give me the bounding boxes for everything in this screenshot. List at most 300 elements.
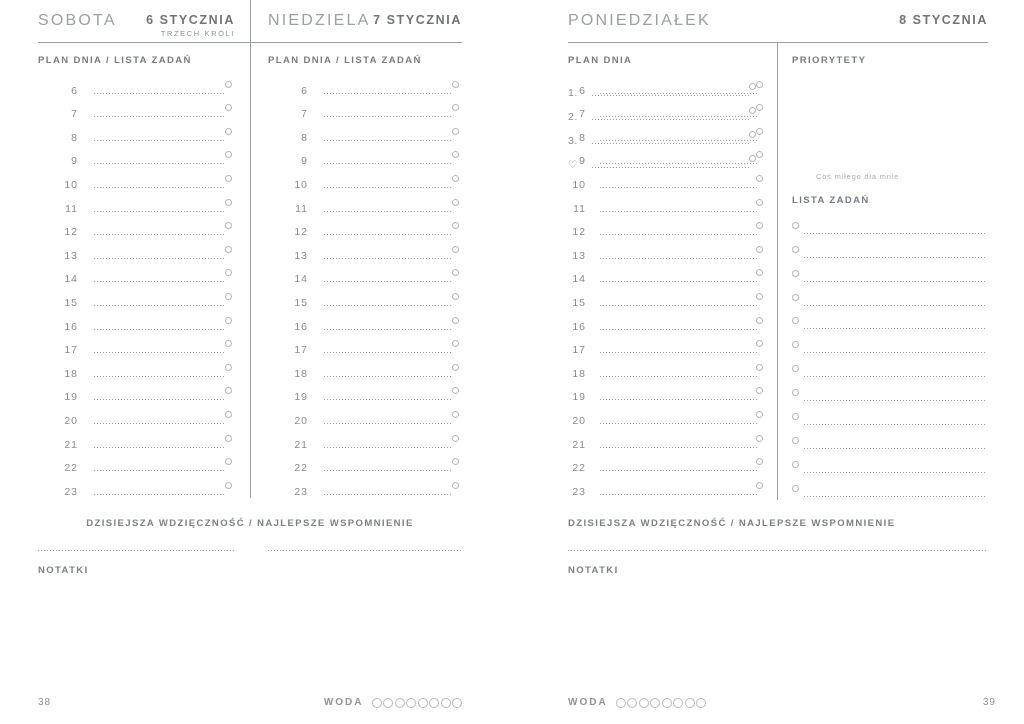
gratitude-line-sunday bbox=[268, 550, 462, 551]
hour-writing-line bbox=[600, 447, 758, 448]
hour-row bbox=[38, 381, 235, 405]
hour-writing-line bbox=[600, 352, 758, 353]
hour-row bbox=[268, 452, 462, 476]
hour-writing-line bbox=[94, 163, 225, 164]
hour-label: 22 bbox=[294, 462, 308, 475]
hour-checkbox-circle bbox=[452, 411, 459, 418]
hour-writing-line bbox=[94, 258, 225, 259]
gratitude-line-monday bbox=[568, 550, 988, 551]
hour-writing-line bbox=[94, 470, 225, 471]
right-page bbox=[568, 0, 996, 724]
hour-checkbox-circle bbox=[756, 317, 763, 324]
hour-writing-line bbox=[324, 305, 452, 306]
priority-checkbox-circle bbox=[749, 155, 756, 162]
hour-checkbox-circle bbox=[225, 435, 232, 442]
hour-writing-line bbox=[324, 234, 452, 235]
hour-writing-line bbox=[600, 281, 758, 282]
hour-checkbox-circle bbox=[225, 81, 232, 88]
task-writing-line bbox=[804, 472, 987, 473]
hour-row bbox=[38, 357, 235, 381]
hour-row bbox=[38, 121, 235, 145]
priority-row bbox=[568, 124, 764, 148]
task-writing-line bbox=[804, 233, 987, 234]
hour-label: 8 bbox=[301, 131, 308, 144]
hour-row bbox=[268, 310, 462, 334]
hour-row bbox=[268, 145, 462, 169]
task-list-header: LISTA ZADAŃ bbox=[792, 195, 870, 206]
hour-checkbox-circle bbox=[452, 458, 459, 465]
hour-row bbox=[268, 263, 462, 287]
hour-writing-line bbox=[324, 116, 452, 117]
hour-writing-line bbox=[600, 376, 758, 377]
hour-writing-line bbox=[600, 329, 758, 330]
hour-label: 13 bbox=[64, 249, 78, 262]
hour-label: 10 bbox=[572, 178, 586, 191]
task-checkbox-circle bbox=[792, 437, 799, 444]
hour-label: 19 bbox=[64, 391, 78, 404]
hour-row bbox=[268, 381, 462, 405]
hour-checkbox-circle bbox=[225, 458, 232, 465]
hour-checkbox-circle bbox=[756, 364, 763, 371]
task-row bbox=[792, 331, 988, 355]
hour-label: 22 bbox=[572, 462, 586, 475]
hour-writing-line bbox=[94, 352, 225, 353]
hour-label: 6 bbox=[579, 84, 586, 97]
priority-label: ♡ bbox=[568, 159, 578, 171]
hour-label: 17 bbox=[64, 344, 78, 357]
hour-writing-line bbox=[600, 234, 758, 235]
hour-row bbox=[568, 334, 765, 358]
hour-row bbox=[38, 310, 235, 334]
task-row bbox=[792, 260, 988, 284]
task-row bbox=[792, 308, 988, 332]
hour-writing-line bbox=[324, 187, 452, 188]
hour-label: 13 bbox=[294, 249, 308, 262]
hour-label: 16 bbox=[572, 320, 586, 333]
hour-writing-line bbox=[94, 329, 225, 330]
hour-row bbox=[38, 428, 235, 452]
task-writing-line bbox=[804, 400, 987, 401]
hour-label: 9 bbox=[579, 155, 586, 168]
hour-row bbox=[568, 263, 765, 287]
hour-checkbox-circle bbox=[225, 175, 232, 182]
task-row bbox=[792, 284, 988, 308]
task-writing-line bbox=[804, 328, 987, 329]
water-circle-icon bbox=[639, 698, 649, 708]
water-tracker-circles bbox=[372, 698, 463, 708]
hour-writing-line bbox=[324, 258, 452, 259]
hour-label: 6 bbox=[71, 84, 78, 97]
hour-row bbox=[38, 74, 235, 98]
priority-checkbox-circle bbox=[749, 107, 756, 114]
hour-writing-line bbox=[324, 470, 452, 471]
hour-label: 9 bbox=[71, 155, 78, 168]
hour-writing-line bbox=[94, 281, 225, 282]
task-checkbox-circle bbox=[792, 389, 799, 396]
hour-checkbox-circle bbox=[225, 317, 232, 324]
hour-checkbox-circle bbox=[756, 411, 763, 418]
hour-row bbox=[268, 74, 462, 98]
task-writing-line bbox=[804, 352, 987, 353]
water-circle-icon bbox=[696, 698, 706, 708]
water-circle-icon bbox=[452, 698, 462, 708]
hour-writing-line bbox=[600, 494, 758, 495]
plan-header: PLAN DNIA bbox=[568, 55, 633, 66]
hour-writing-line bbox=[324, 352, 452, 353]
hour-label: 13 bbox=[572, 249, 586, 262]
hour-checkbox-circle bbox=[225, 151, 232, 158]
task-checkbox-circle bbox=[792, 246, 799, 253]
hour-row bbox=[38, 475, 235, 499]
hour-grid-saturday bbox=[38, 74, 235, 499]
water-tracker-circles bbox=[616, 698, 707, 708]
hour-writing-line bbox=[324, 423, 452, 424]
hour-label: 20 bbox=[572, 414, 586, 427]
task-writing-line bbox=[804, 496, 987, 497]
hour-writing-line bbox=[94, 494, 225, 495]
hour-writing-line bbox=[94, 423, 225, 424]
hour-grid-sunday bbox=[268, 74, 462, 499]
section-header-sunday: PLAN DNIA / LISTA ZADAŃ bbox=[268, 55, 422, 66]
hour-row bbox=[568, 286, 765, 310]
hour-checkbox-circle bbox=[452, 199, 459, 206]
hour-checkbox-circle bbox=[756, 482, 763, 489]
hour-row bbox=[568, 216, 765, 240]
hour-checkbox-circle bbox=[452, 128, 459, 135]
task-list bbox=[792, 212, 988, 499]
hour-row bbox=[268, 475, 462, 499]
hour-row bbox=[268, 216, 462, 240]
hour-row bbox=[568, 310, 765, 334]
task-row bbox=[792, 379, 988, 403]
hour-checkbox-circle bbox=[756, 340, 763, 347]
date-block-saturday bbox=[38, 13, 235, 38]
hour-label: 12 bbox=[294, 226, 308, 239]
hour-row bbox=[568, 428, 765, 452]
hour-writing-line bbox=[324, 163, 452, 164]
hour-checkbox-circle bbox=[452, 293, 459, 300]
hour-row bbox=[38, 168, 235, 192]
hour-checkbox-circle bbox=[452, 222, 459, 229]
task-checkbox-circle bbox=[792, 461, 799, 468]
hour-checkbox-circle bbox=[225, 104, 232, 111]
hour-writing-line bbox=[94, 93, 225, 94]
priority-writing-line bbox=[592, 95, 750, 96]
water-tracker-label: WODA bbox=[323, 697, 364, 708]
hour-row bbox=[38, 98, 235, 122]
water-circle-icon bbox=[418, 698, 428, 708]
hour-row bbox=[568, 192, 765, 216]
hour-checkbox-circle bbox=[225, 246, 232, 253]
hour-writing-line bbox=[600, 470, 758, 471]
hour-row bbox=[268, 357, 462, 381]
hour-label: 10 bbox=[294, 178, 308, 191]
hour-writing-line bbox=[324, 494, 452, 495]
date-sunday: 7 STYCZNIA bbox=[373, 13, 462, 27]
hour-label: 11 bbox=[573, 202, 586, 215]
hour-label: 22 bbox=[64, 462, 78, 475]
task-row bbox=[792, 212, 988, 236]
priority-label: 1. bbox=[568, 87, 578, 99]
hour-writing-line bbox=[324, 211, 452, 212]
hour-row bbox=[268, 168, 462, 192]
hour-checkbox-circle bbox=[756, 222, 763, 229]
page-number: 39 bbox=[982, 697, 996, 708]
date-block-monday bbox=[788, 13, 988, 27]
hour-checkbox-circle bbox=[756, 199, 763, 206]
hour-checkbox-circle bbox=[225, 364, 232, 371]
hour-writing-line bbox=[600, 423, 758, 424]
hour-writing-line bbox=[324, 329, 452, 330]
hour-checkbox-circle bbox=[225, 128, 232, 135]
hour-label: 16 bbox=[294, 320, 308, 333]
priority-writing-line bbox=[592, 143, 750, 144]
right-page-footer bbox=[568, 697, 996, 711]
hour-writing-line bbox=[94, 116, 225, 117]
hour-row bbox=[568, 404, 765, 428]
priority-row bbox=[568, 76, 764, 100]
task-writing-line bbox=[804, 448, 987, 449]
day-name-sunday: NIEDZIELA bbox=[268, 12, 371, 29]
priority-checkbox-circle bbox=[749, 83, 756, 90]
hour-checkbox-circle bbox=[225, 482, 232, 489]
hour-checkbox-circle bbox=[756, 387, 763, 394]
hour-row bbox=[568, 381, 765, 405]
task-row bbox=[792, 427, 988, 451]
hour-writing-line bbox=[324, 399, 452, 400]
gratitude-header: DZISIEJSZA WDZIĘCZNOŚĆ / NAJLEPSZE WSPOMNIENIE bbox=[568, 518, 896, 529]
task-writing-line bbox=[804, 376, 987, 377]
hour-writing-line bbox=[94, 305, 225, 306]
day-name-saturday: SOBOTA bbox=[38, 12, 117, 29]
water-circle-icon bbox=[627, 698, 637, 708]
hour-checkbox-circle bbox=[452, 81, 459, 88]
hour-checkbox-circle bbox=[225, 293, 232, 300]
hour-checkbox-circle bbox=[225, 222, 232, 229]
hour-writing-line bbox=[94, 187, 225, 188]
hour-label: 10 bbox=[64, 178, 78, 191]
hour-label: 11 bbox=[295, 202, 308, 215]
date-monday: 8 STYCZNIA bbox=[899, 13, 988, 27]
hour-label: 14 bbox=[572, 273, 586, 286]
hour-checkbox-circle bbox=[452, 151, 459, 158]
hour-checkbox-circle bbox=[452, 175, 459, 182]
hour-row bbox=[38, 192, 235, 216]
hour-checkbox-circle bbox=[225, 199, 232, 206]
hour-checkbox-circle bbox=[756, 458, 763, 465]
priority-checkbox-circle bbox=[749, 131, 756, 138]
water-tracker bbox=[568, 697, 706, 708]
task-checkbox-circle bbox=[792, 341, 799, 348]
task-checkbox-circle bbox=[792, 294, 799, 301]
hour-writing-line bbox=[94, 376, 225, 377]
priorities-header: PRIORYTETY bbox=[792, 55, 867, 66]
hour-checkbox-circle bbox=[756, 246, 763, 253]
hour-label: 23 bbox=[294, 485, 308, 498]
section-header-saturday: PLAN DNIA / LISTA ZADAŃ bbox=[38, 55, 192, 66]
hour-checkbox-circle bbox=[225, 340, 232, 347]
hour-label: 21 bbox=[572, 438, 586, 451]
hour-label: 15 bbox=[64, 296, 78, 309]
hour-row bbox=[38, 263, 235, 287]
task-checkbox-circle bbox=[792, 413, 799, 420]
hour-label: 17 bbox=[572, 344, 586, 357]
hour-label: 15 bbox=[294, 296, 308, 309]
hour-label: 17 bbox=[294, 344, 308, 357]
task-row bbox=[792, 355, 988, 379]
priority-label: 3. bbox=[568, 135, 578, 147]
hour-label: 8 bbox=[579, 131, 586, 144]
hour-checkbox-circle bbox=[452, 482, 459, 489]
hour-checkbox-circle bbox=[452, 269, 459, 276]
water-circle-icon bbox=[406, 698, 416, 708]
date-block-sunday bbox=[268, 13, 462, 27]
task-row bbox=[792, 475, 988, 499]
hour-writing-line bbox=[324, 140, 452, 141]
task-writing-line bbox=[804, 281, 987, 282]
task-row bbox=[792, 403, 988, 427]
task-writing-line bbox=[804, 424, 987, 425]
priority-label: 2. bbox=[568, 111, 578, 123]
hour-row bbox=[268, 121, 462, 145]
priorities-list bbox=[568, 76, 764, 172]
priority-writing-line bbox=[592, 167, 750, 168]
hour-row bbox=[268, 239, 462, 263]
hour-checkbox-circle bbox=[452, 387, 459, 394]
hour-checkbox-circle bbox=[756, 435, 763, 442]
hour-row bbox=[268, 334, 462, 358]
hour-row bbox=[568, 452, 765, 476]
hour-label: 11 bbox=[65, 202, 78, 215]
hour-checkbox-circle bbox=[756, 293, 763, 300]
notes-header: NOTATKI bbox=[38, 565, 89, 576]
task-row bbox=[792, 236, 988, 260]
water-circle-icon bbox=[650, 698, 660, 708]
task-checkbox-circle bbox=[792, 317, 799, 324]
hour-label: 6 bbox=[301, 84, 308, 97]
hour-checkbox-circle bbox=[756, 269, 763, 276]
hour-checkbox-circle bbox=[452, 364, 459, 371]
water-circle-icon bbox=[441, 698, 451, 708]
hour-row bbox=[268, 404, 462, 428]
gratitude-line-saturday bbox=[38, 550, 235, 551]
hour-row bbox=[268, 286, 462, 310]
hour-row bbox=[38, 334, 235, 358]
holiday-subtitle: TRZECH KRÓLI bbox=[160, 29, 235, 38]
water-circle-icon bbox=[616, 698, 626, 708]
task-writing-line bbox=[804, 305, 987, 306]
hour-label: 14 bbox=[64, 273, 78, 286]
notes-header: NOTATKI bbox=[568, 565, 619, 576]
water-circle-icon bbox=[429, 698, 439, 708]
hour-label: 15 bbox=[572, 296, 586, 309]
hour-row bbox=[268, 428, 462, 452]
hour-writing-line bbox=[324, 281, 452, 282]
hour-label: 7 bbox=[301, 108, 308, 121]
priority-row bbox=[568, 100, 764, 124]
column-divider bbox=[777, 43, 778, 500]
hour-writing-line bbox=[94, 234, 225, 235]
hour-checkbox-circle bbox=[225, 411, 232, 418]
hour-checkbox-circle bbox=[452, 317, 459, 324]
hour-writing-line bbox=[324, 376, 452, 377]
hour-label: 8 bbox=[71, 131, 78, 144]
hour-label: 12 bbox=[572, 226, 586, 239]
water-circle-icon bbox=[372, 698, 382, 708]
task-row bbox=[792, 451, 988, 475]
hour-label: 16 bbox=[64, 320, 78, 333]
hour-label: 23 bbox=[64, 485, 78, 498]
hour-label: 18 bbox=[572, 367, 586, 380]
hour-label: 21 bbox=[294, 438, 308, 451]
hour-row bbox=[568, 475, 765, 499]
hour-label: 20 bbox=[64, 414, 78, 427]
hour-row bbox=[38, 216, 235, 240]
hour-label: 18 bbox=[294, 367, 308, 380]
hour-label: 12 bbox=[64, 226, 78, 239]
hour-label: 7 bbox=[579, 108, 586, 121]
priority-writing-line bbox=[592, 119, 750, 120]
left-page bbox=[38, 0, 462, 724]
hour-row bbox=[268, 192, 462, 216]
hour-label: 19 bbox=[294, 391, 308, 404]
hour-writing-line bbox=[600, 187, 758, 188]
left-page-footer bbox=[38, 697, 462, 711]
hour-row bbox=[38, 452, 235, 476]
hour-label: 20 bbox=[294, 414, 308, 427]
hour-checkbox-circle bbox=[452, 435, 459, 442]
hour-row bbox=[38, 145, 235, 169]
hour-writing-line bbox=[324, 93, 452, 94]
hour-checkbox-circle bbox=[452, 246, 459, 253]
hour-checkbox-circle bbox=[452, 340, 459, 347]
water-circle-icon bbox=[673, 698, 683, 708]
page-number: 38 bbox=[38, 697, 52, 708]
hour-writing-line bbox=[600, 258, 758, 259]
water-circle-icon bbox=[383, 698, 393, 708]
task-checkbox-circle bbox=[792, 365, 799, 372]
hour-writing-line bbox=[94, 399, 225, 400]
hour-label: 9 bbox=[301, 155, 308, 168]
hour-writing-line bbox=[600, 399, 758, 400]
hour-label: 7 bbox=[71, 108, 78, 121]
hour-checkbox-circle bbox=[225, 387, 232, 394]
hour-label: 19 bbox=[572, 391, 586, 404]
hour-writing-line bbox=[600, 211, 758, 212]
hour-writing-line bbox=[94, 211, 225, 212]
hour-checkbox-circle bbox=[452, 104, 459, 111]
hour-writing-line bbox=[600, 305, 758, 306]
water-circle-icon bbox=[662, 698, 672, 708]
hour-label: 18 bbox=[64, 367, 78, 380]
hour-label: 21 bbox=[64, 438, 78, 451]
hour-row bbox=[38, 239, 235, 263]
water-circle-icon bbox=[685, 698, 695, 708]
gratitude-header: DZISIEJSZA WDZIĘCZNOŚĆ / NAJLEPSZE WSPOMNIENIE bbox=[86, 518, 414, 529]
column-divider bbox=[250, 0, 251, 498]
hour-writing-line bbox=[94, 140, 225, 141]
date-saturday: 6 STYCZNIA bbox=[146, 13, 235, 27]
hour-row bbox=[568, 357, 765, 381]
hour-row bbox=[38, 286, 235, 310]
hour-row bbox=[38, 404, 235, 428]
task-checkbox-circle bbox=[792, 222, 799, 229]
hour-writing-line bbox=[94, 447, 225, 448]
hour-row bbox=[268, 98, 462, 122]
hour-label: 14 bbox=[294, 273, 308, 286]
hour-label: 23 bbox=[572, 485, 586, 498]
hour-row bbox=[568, 239, 765, 263]
